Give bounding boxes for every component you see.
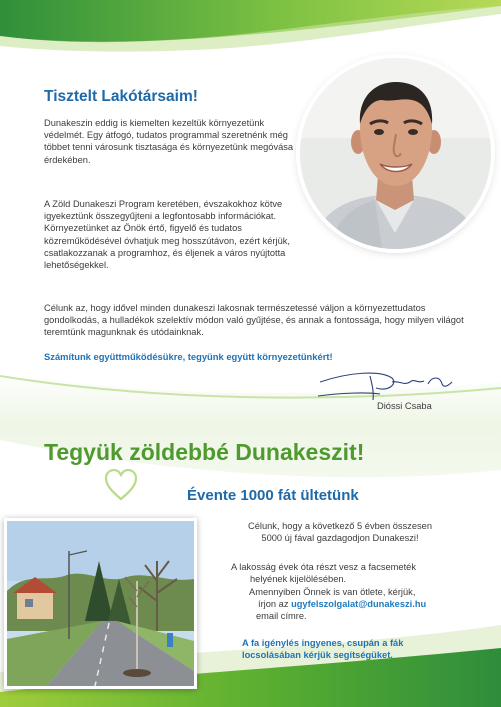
idea-line3: email címre. [256, 611, 307, 621]
campaign-goal-line1: Célunk, hogy a következő 5 évben összesen [248, 521, 432, 531]
campaign-subheading: Évente 1000 fát ültetünk [187, 487, 359, 504]
idea-line2 [258, 598, 494, 610]
greeting-heading: Tisztelt Lakótársaim! [44, 88, 198, 105]
intro-paragraph: Dunakeszin eddig is kiemelten kezeltük környezetünk védelmét. Egy átfogó, tudatos programmal szeretnénk még többet tenni városunk tisztasága és környezetünk megóvása érdekében. [44, 118, 294, 165]
goal-paragraph: Célunk az, hogy idővel minden dunakeszi lakosnak természetessé váljon a környezettudatos gondolkodás, a hulladékok szelektív módon való gyűjtése, és annak a fontossága, hogy milyen világot teremtünk magunknak és utódainknak. [44, 303, 464, 338]
resident-line2: helyének kijelölésében. [250, 574, 347, 584]
final-note-line1: A fa igénylés ingyenes, csupán a fák [242, 638, 404, 648]
portrait-photo [300, 58, 491, 249]
callout-text: Számítunk együttműködésükre, tegyünk együtt környezetünkért! [44, 351, 333, 362]
final-note-line2: locsolásában kérjük segítségüket. [242, 650, 393, 661]
idea-line2-prefix: írjon az [258, 599, 292, 609]
street-tree-photo [4, 518, 197, 689]
email-link[interactable]: ugyfelszolgalat@dunakeszi.hu [291, 599, 427, 609]
signature-name: Dióssi Csaba [377, 401, 432, 411]
resident-line1: A lakosság évek óta részt vesz a facsemeték [231, 562, 416, 572]
final-note [242, 637, 442, 662]
idea-line1: Amennyiben Önnek is van ötlete, kérjük, [249, 587, 416, 597]
campaign-goal-line2: 5000 új fával gazdagodjon Dunakeszi! [261, 533, 419, 543]
heart-outline-icon [104, 468, 138, 502]
campaign-heading: Tegyük zöldebbé Dunakeszit! [44, 439, 365, 465]
program-paragraph: A Zöld Dunakeszi Program keretében, évszakokhoz kötve igyekeztünk összegyűjteni a legfontosabb információkat. Környezetünket az Önök értő, figyelő és tudatos közreműködésével óvhatjuk meg hosszútávon, ezért kérjük, csatlakozzanak a programhoz, és éljenek a város nyújtotta lehetőségekkel. [44, 199, 290, 271]
